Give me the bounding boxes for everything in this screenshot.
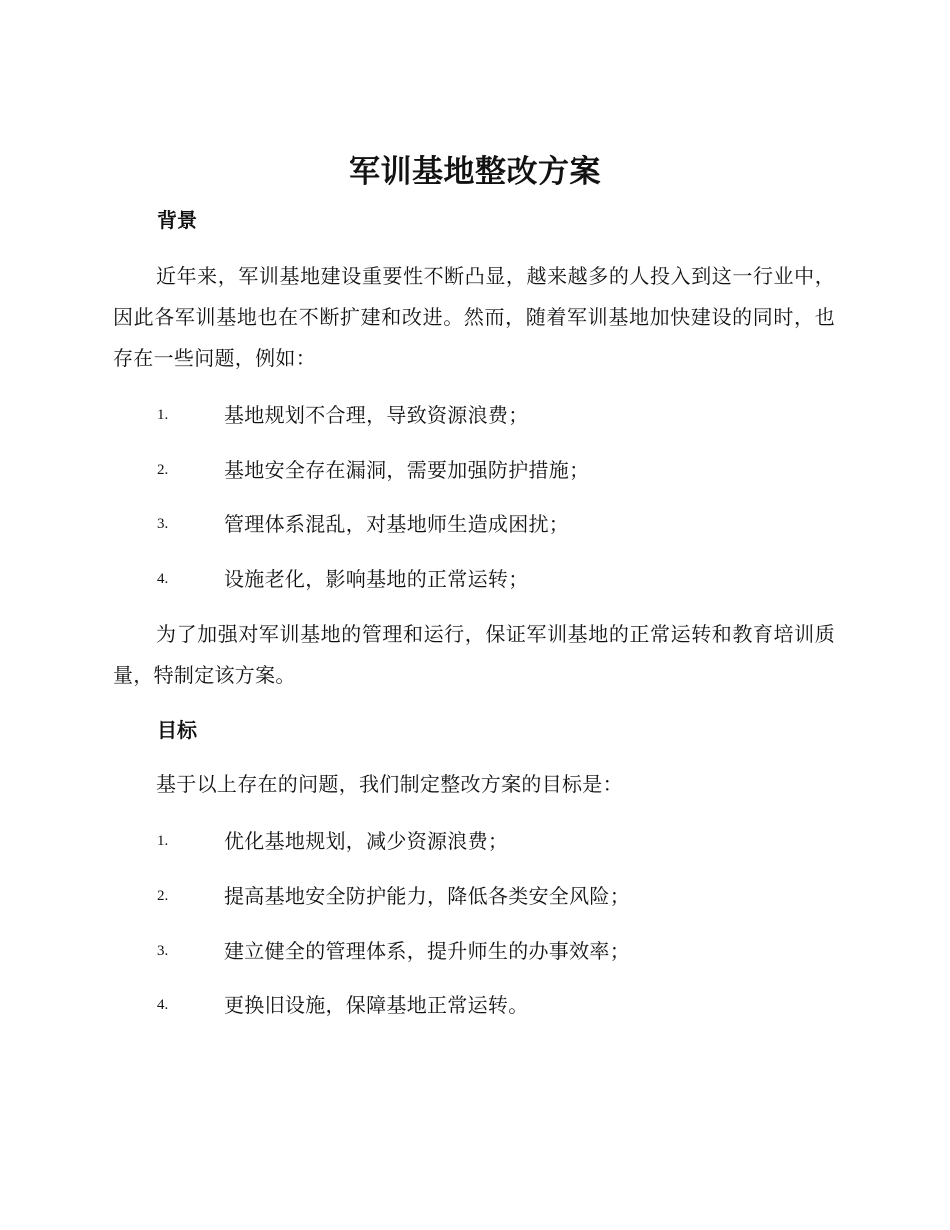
list-text: 提高基地安全防护能力，降低各类安全风险； xyxy=(224,884,630,908)
list-text: 基地安全存在漏洞，需要加强防护措施； xyxy=(224,458,590,482)
list-text: 优化基地规划，减少资源浪费； xyxy=(224,829,509,853)
list-number: 4. xyxy=(157,997,169,1013)
list-text: 管理体系混乱，对基地师生造成困扰； xyxy=(224,512,570,536)
list-number: 1. xyxy=(157,407,169,423)
list-item xyxy=(157,881,837,911)
background-intro-paragraph: 近年来，军训基地建设重要性不断凸显，越来越多的人投入到这一行业中，因此各军训基地也在不断扩建和改进。然而，随着军训基地加快建设的同时，也存在一些问题，例如： xyxy=(113,264,835,370)
list-item xyxy=(157,400,837,430)
section-heading-goals: 目标 xyxy=(157,718,197,742)
list-number: 1. xyxy=(157,833,169,849)
list-item xyxy=(157,509,837,539)
list-item xyxy=(157,936,837,966)
list-number: 4. xyxy=(157,571,169,587)
list-item xyxy=(157,990,837,1020)
goals-intro-paragraph: 基于以上存在的问题，我们制定整改方案的目标是： xyxy=(156,772,623,796)
list-item xyxy=(157,826,837,856)
list-text: 建立健全的管理体系，提升师生的办事效率； xyxy=(224,939,630,963)
list-item xyxy=(157,455,837,485)
list-text: 设施老化，影响基地的正常运转； xyxy=(224,567,529,591)
list-number: 3. xyxy=(157,943,169,959)
list-number: 2. xyxy=(157,462,169,478)
list-number: 3. xyxy=(157,516,169,532)
list-number: 2. xyxy=(157,888,169,904)
list-text: 更换旧设施，保障基地正常运转。 xyxy=(224,993,529,1017)
background-outro-paragraph: 为了加强对军训基地的管理和运行，保证军训基地的正常运转和教育培训质量，特制定该方案。 xyxy=(113,622,835,687)
section-heading-background: 背景 xyxy=(157,208,197,232)
list-item xyxy=(157,564,837,594)
document-title: 军训基地整改方案 xyxy=(349,154,601,190)
list-text: 基地规划不合理，导致资源浪费； xyxy=(224,403,529,427)
